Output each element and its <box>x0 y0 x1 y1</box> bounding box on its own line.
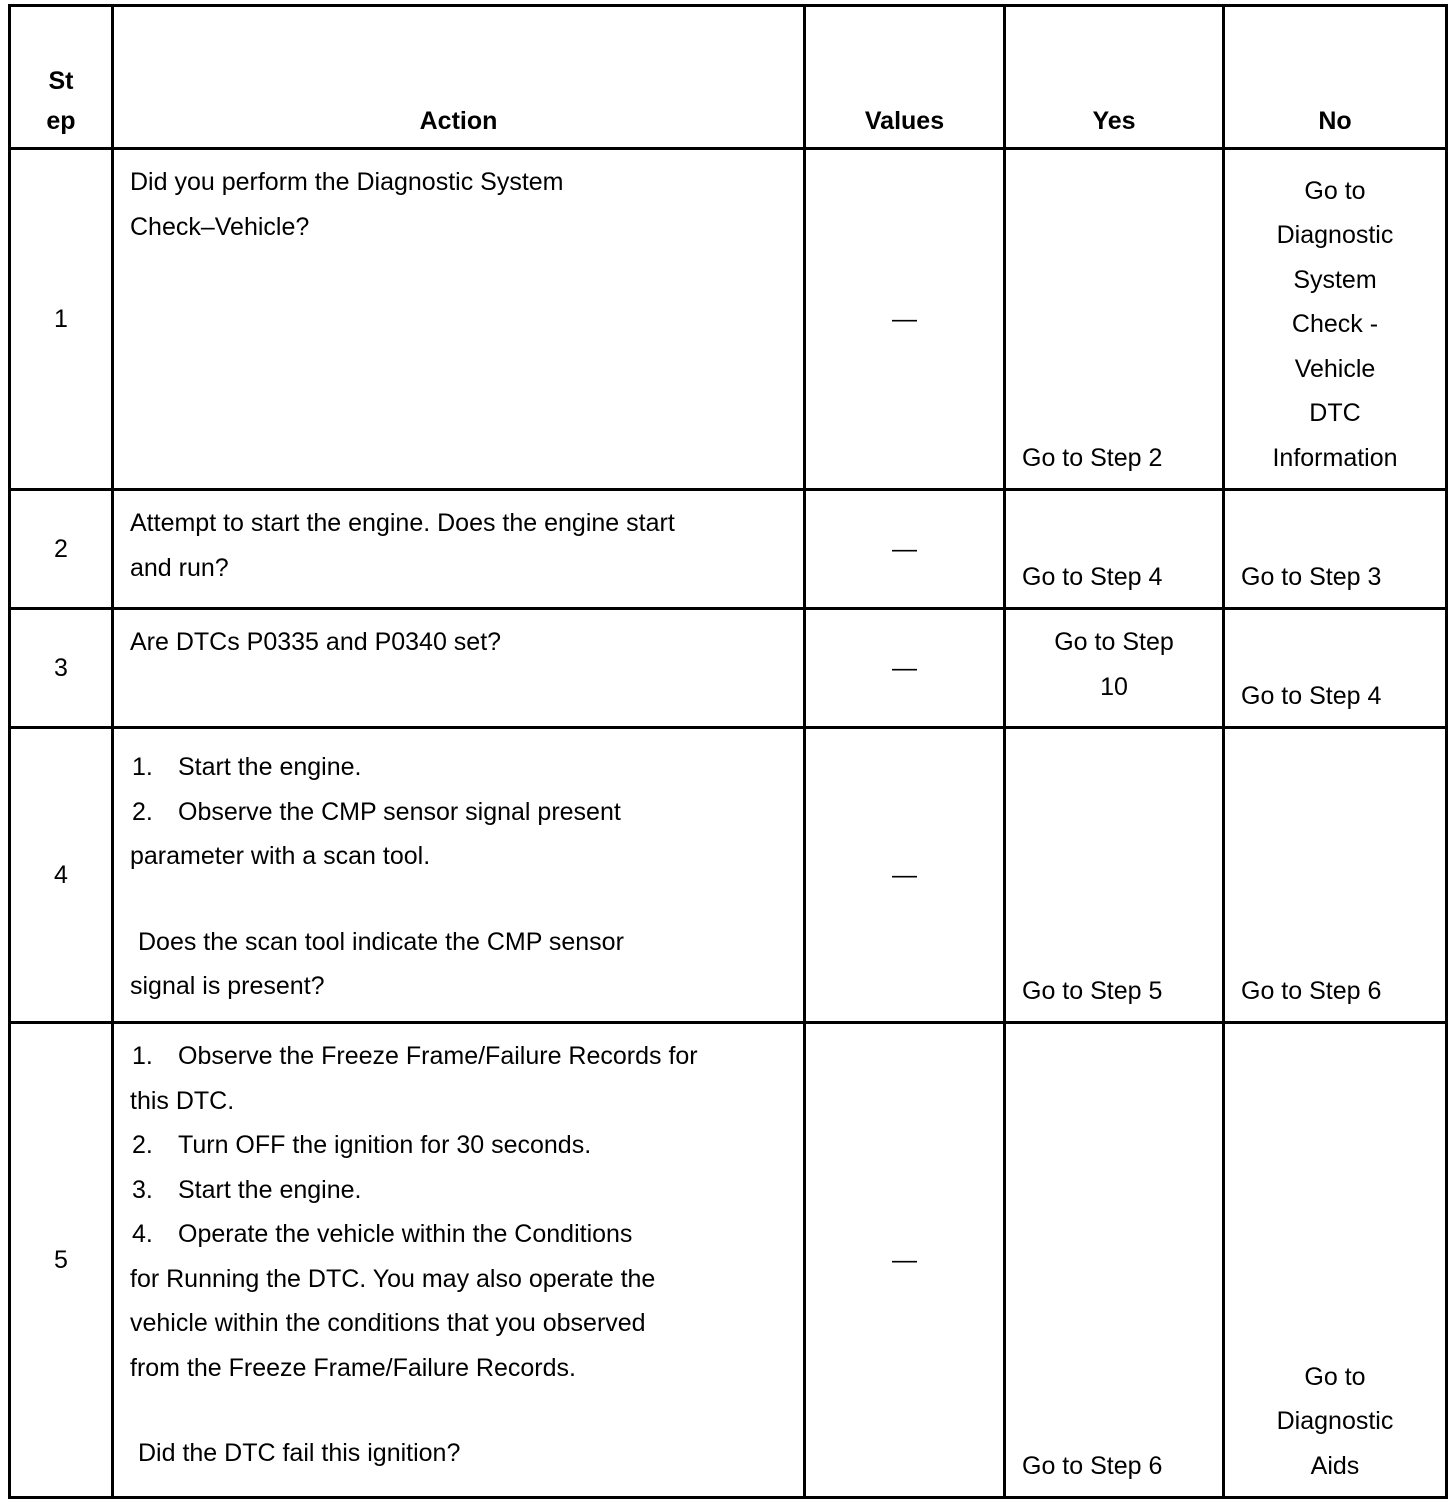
item-number: 3. <box>132 1175 153 1204</box>
header-action: Action <box>113 6 805 149</box>
item-text: Start the engine. <box>178 753 362 781</box>
no-line: Diagnostic <box>1276 1407 1394 1435</box>
action-cell <box>113 149 805 490</box>
values-dash: — <box>892 304 917 333</box>
action-line: Check–Vehicle? <box>130 212 310 241</box>
yes-line: Go to Step 4 <box>1022 562 1163 591</box>
action-line: Are DTCs P0335 and P0340 set? <box>130 628 502 656</box>
no-line: Aids <box>1310 1451 1360 1480</box>
item-number: 1. <box>132 753 153 781</box>
no-line: DTC <box>1309 399 1361 427</box>
action-step-item <box>130 1212 783 1257</box>
no-cell <box>1224 149 1447 490</box>
no-cell <box>1224 609 1447 728</box>
no-cell <box>1224 1023 1447 1498</box>
item-text: Start the engine. <box>178 1175 362 1204</box>
item-number: 1. <box>132 1042 153 1070</box>
yes-line: Go to Step 5 <box>1022 976 1163 1005</box>
header-step-line: ep <box>46 107 76 135</box>
step-number: 4 <box>10 728 113 1023</box>
no-line: System <box>1293 265 1377 294</box>
no-line: Go to Step 4 <box>1241 681 1382 710</box>
no-line: Information <box>1272 443 1398 472</box>
item-text: Observe the Freeze Frame/Failure Records for <box>178 1042 698 1070</box>
step-number: 5 <box>10 1023 113 1498</box>
spacer <box>130 879 783 920</box>
action-step-item <box>130 1034 783 1079</box>
item-number: 2. <box>132 797 153 826</box>
action-question: signal is present? <box>130 972 325 1000</box>
step-number: 3 <box>10 609 113 728</box>
header-step <box>10 6 113 149</box>
table-row <box>10 609 1447 728</box>
action-line: for Running the DTC. You may also operate the <box>130 1264 656 1293</box>
header-yes: Yes <box>1005 6 1224 149</box>
no-line: Check - <box>1291 310 1379 338</box>
values-cell <box>805 609 1005 728</box>
no-line: Diagnostic <box>1276 221 1394 249</box>
no-line: Go to <box>1304 1362 1366 1391</box>
values-cell <box>805 149 1005 490</box>
action-step-item <box>130 745 783 790</box>
yes-line: Go to Step 6 <box>1022 1451 1163 1480</box>
action-line: this DTC. <box>130 1086 235 1115</box>
yes-cell <box>1005 490 1224 609</box>
values-cell <box>805 1023 1005 1498</box>
no-line: Go to Step 3 <box>1241 562 1382 591</box>
action-step-item <box>130 1168 783 1213</box>
no-line: Go to Step 6 <box>1241 976 1382 1005</box>
action-line: and run? <box>130 553 229 582</box>
header-step-line: St <box>48 67 74 95</box>
action-cell <box>113 609 805 728</box>
values-cell <box>805 728 1005 1023</box>
values-dash: — <box>892 534 917 563</box>
values-dash: — <box>892 1245 917 1274</box>
action-cell <box>113 1023 805 1498</box>
yes-cell <box>1005 609 1224 728</box>
item-text: Operate the vehicle within the Conditions <box>178 1220 633 1248</box>
table-row <box>10 490 1447 609</box>
table-row <box>10 149 1447 490</box>
action-question: Did the DTC fail this ignition? <box>138 1439 461 1467</box>
step-number: 1 <box>10 149 113 490</box>
action-cell <box>113 490 805 609</box>
action-cell <box>113 728 805 1023</box>
action-step-item <box>130 790 783 835</box>
step-number: 2 <box>10 490 113 609</box>
spacer <box>130 1390 783 1431</box>
diagnostic-table <box>8 4 1448 1499</box>
item-text: Turn OFF the ignition for 30 seconds. <box>178 1131 592 1159</box>
action-step-item <box>130 1123 783 1168</box>
no-cell <box>1224 490 1447 609</box>
yes-cell <box>1005 728 1224 1023</box>
action-line: parameter with a scan tool. <box>130 842 431 870</box>
item-number: 4. <box>132 1220 153 1248</box>
no-line: Go to <box>1304 176 1366 205</box>
yes-line: 10 <box>1100 672 1128 701</box>
header-values: Values <box>805 6 1005 149</box>
action-question: Does the scan tool indicate the CMP sensor <box>138 927 624 956</box>
item-number: 2. <box>132 1131 153 1159</box>
action-line: vehicle within the conditions that you observed <box>130 1309 646 1337</box>
values-dash: — <box>892 860 917 889</box>
yes-cell <box>1005 149 1224 490</box>
no-line: Vehicle <box>1294 354 1376 383</box>
yes-line: Go to Step 2 <box>1022 443 1163 472</box>
yes-line: Go to Step <box>1054 628 1174 656</box>
action-line: Did you perform the Diagnostic System <box>130 168 564 196</box>
table-row <box>10 728 1447 1023</box>
yes-cell <box>1005 1023 1224 1498</box>
action-line: Attempt to start the engine. Does the engine start <box>130 509 675 537</box>
header-no: No <box>1224 6 1447 149</box>
header-row <box>10 6 1447 149</box>
no-cell <box>1224 728 1447 1023</box>
values-dash: — <box>892 653 917 682</box>
item-text: Observe the CMP sensor signal present <box>178 797 621 826</box>
values-cell <box>805 490 1005 609</box>
action-line: from the Freeze Frame/Failure Records. <box>130 1353 576 1382</box>
table-row <box>10 1023 1447 1498</box>
